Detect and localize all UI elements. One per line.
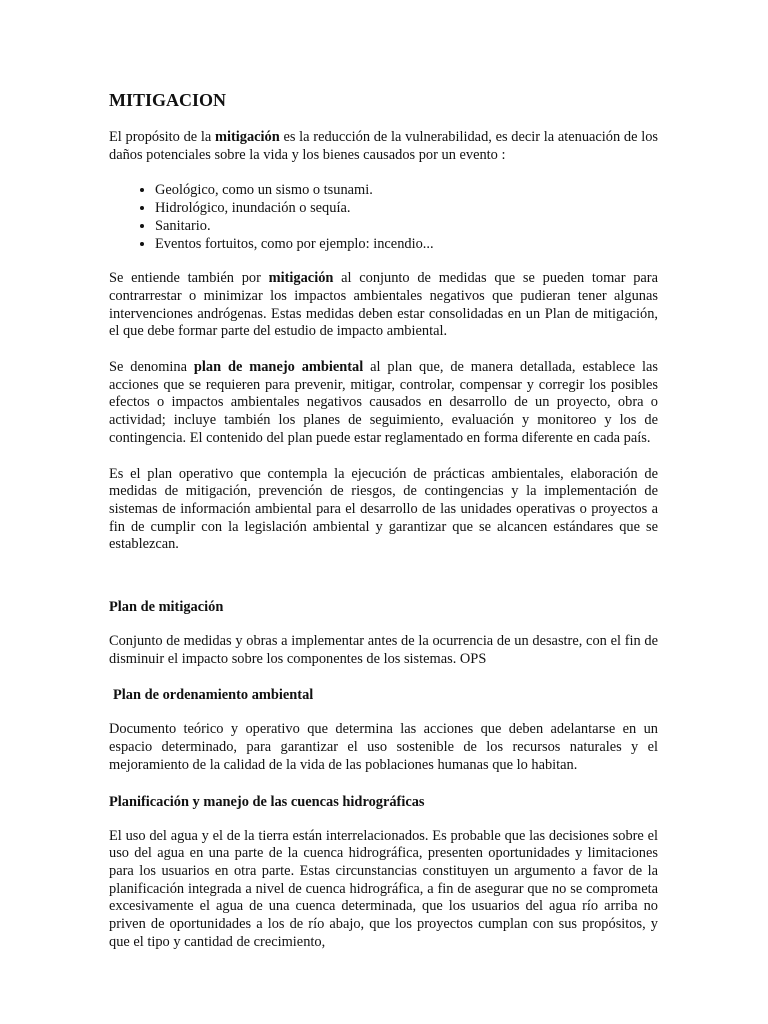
section-heading-environmental-ordering: Plan de ordenamiento ambiental [113,687,314,704]
para3-text-after: al plan que, de manera detallada, establece las acciones que se requieren para prevenir, mitigar, controlar, compensar y corregir los posibles efectos o impactos ambientales negativos causados en desarrollo de un proyecto, obra o actividad; incluye también los planes de seguimiento, evaluación y monitoreo y los de contingencia. El contenido del plan puede estar reglamentado en forma diferente en cada país. [109,359,658,446]
document-title: MITIGACION [109,90,227,110]
operative-plan-paragraph: Es el plan operativo que contempla la ejecución de prácticas ambientales, elaboración de medidas de mitigación, prevención de riesgos, de contingencias y la implementación de sistemas de información ambiental para el desarrollo de las unidades operativas o proyectos a fin de cumplir con la legislación ambiental y garantizar que se alcancen estándares que se establezcan. [109,465,658,553]
list-item: • Sanitario. [155,218,658,236]
document-body [109,88,658,952]
intro-bold-term: mitigación [215,129,280,145]
list-item: • Eventos fortuitos, como por ejemplo: incendio... [155,236,658,254]
section-body-watershed-planning: El uso del agua y el de la tierra están interrelacionados. Es probable que las decisiones sobre el uso del agua en una parte de la cuenca hidrográfica, presenten oportunidades y limitaciones para los usuarios en otra parte. Estas circunstancias constituyen un argumento a favor de la planificación integrada a nivel de cuenca hidrográfica, a fin de asegurar que no se comprometa excesivamente el agua de una cuenca determinada, que los usuarios del agua río arriba no priven de oportunidades a los de río abajo, que los proyectos cumplan con sus propósitos, y que el tipo y cantidad de crecimiento, [109,827,658,950]
management-plan-paragraph [109,359,658,448]
list-item: • Hidrológico, inundación o sequía. [155,200,658,218]
para3-bold-term: plan de manejo ambiental [193,359,364,376]
section-body-mitigation-plan: Conjunto de medidas y obras a implementar antes de la ocurrencia de un desastre, con el fin de disminuir el impacto sobre los componentes de los sistemas. OPS [109,633,658,667]
list-item: • Geológico, como un sismo o tsunami. [155,182,658,200]
para2-text-before: Se entiende también por [109,270,269,287]
intro-text-after: es la reducción de la vulnerabilidad, es decir la atenuación de los daños potenciales sobre la vida y los bienes causados por un evento : [109,129,658,163]
section-heading-watershed-planning: Planificación y manejo de las cuencas hidrográficas [109,793,425,810]
mitigation-definition-paragraph [109,270,658,341]
event-type-list [109,182,658,253]
para2-text-after: al conjunto de medidas que se pueden tomar para contrarrestar o minimizar los impactos ambientales negativos que pudieran tener algunas intervenciones andrógenas. Estas medidas deben estar consolidadas en un Plan de mitigación, el que debe formar parte del estudio de impacto ambiental. [109,270,658,340]
section-heading-mitigation-plan: Plan de mitigación [109,599,224,616]
intro-paragraph [109,129,658,164]
section-body-environmental-ordering: Documento teórico y operativo que determina las acciones que deben adelantarse en un espacio determinado, para garantizar el uso sostenible de los recursos naturales y el mejoramiento de la calidad de la vida de las poblaciones humanas que lo habitan. [109,721,658,773]
para2-bold-term: mitigación [268,270,334,287]
intro-text-before: El propósito de la [109,129,215,145]
para3-text-before: Se denomina [109,359,194,376]
